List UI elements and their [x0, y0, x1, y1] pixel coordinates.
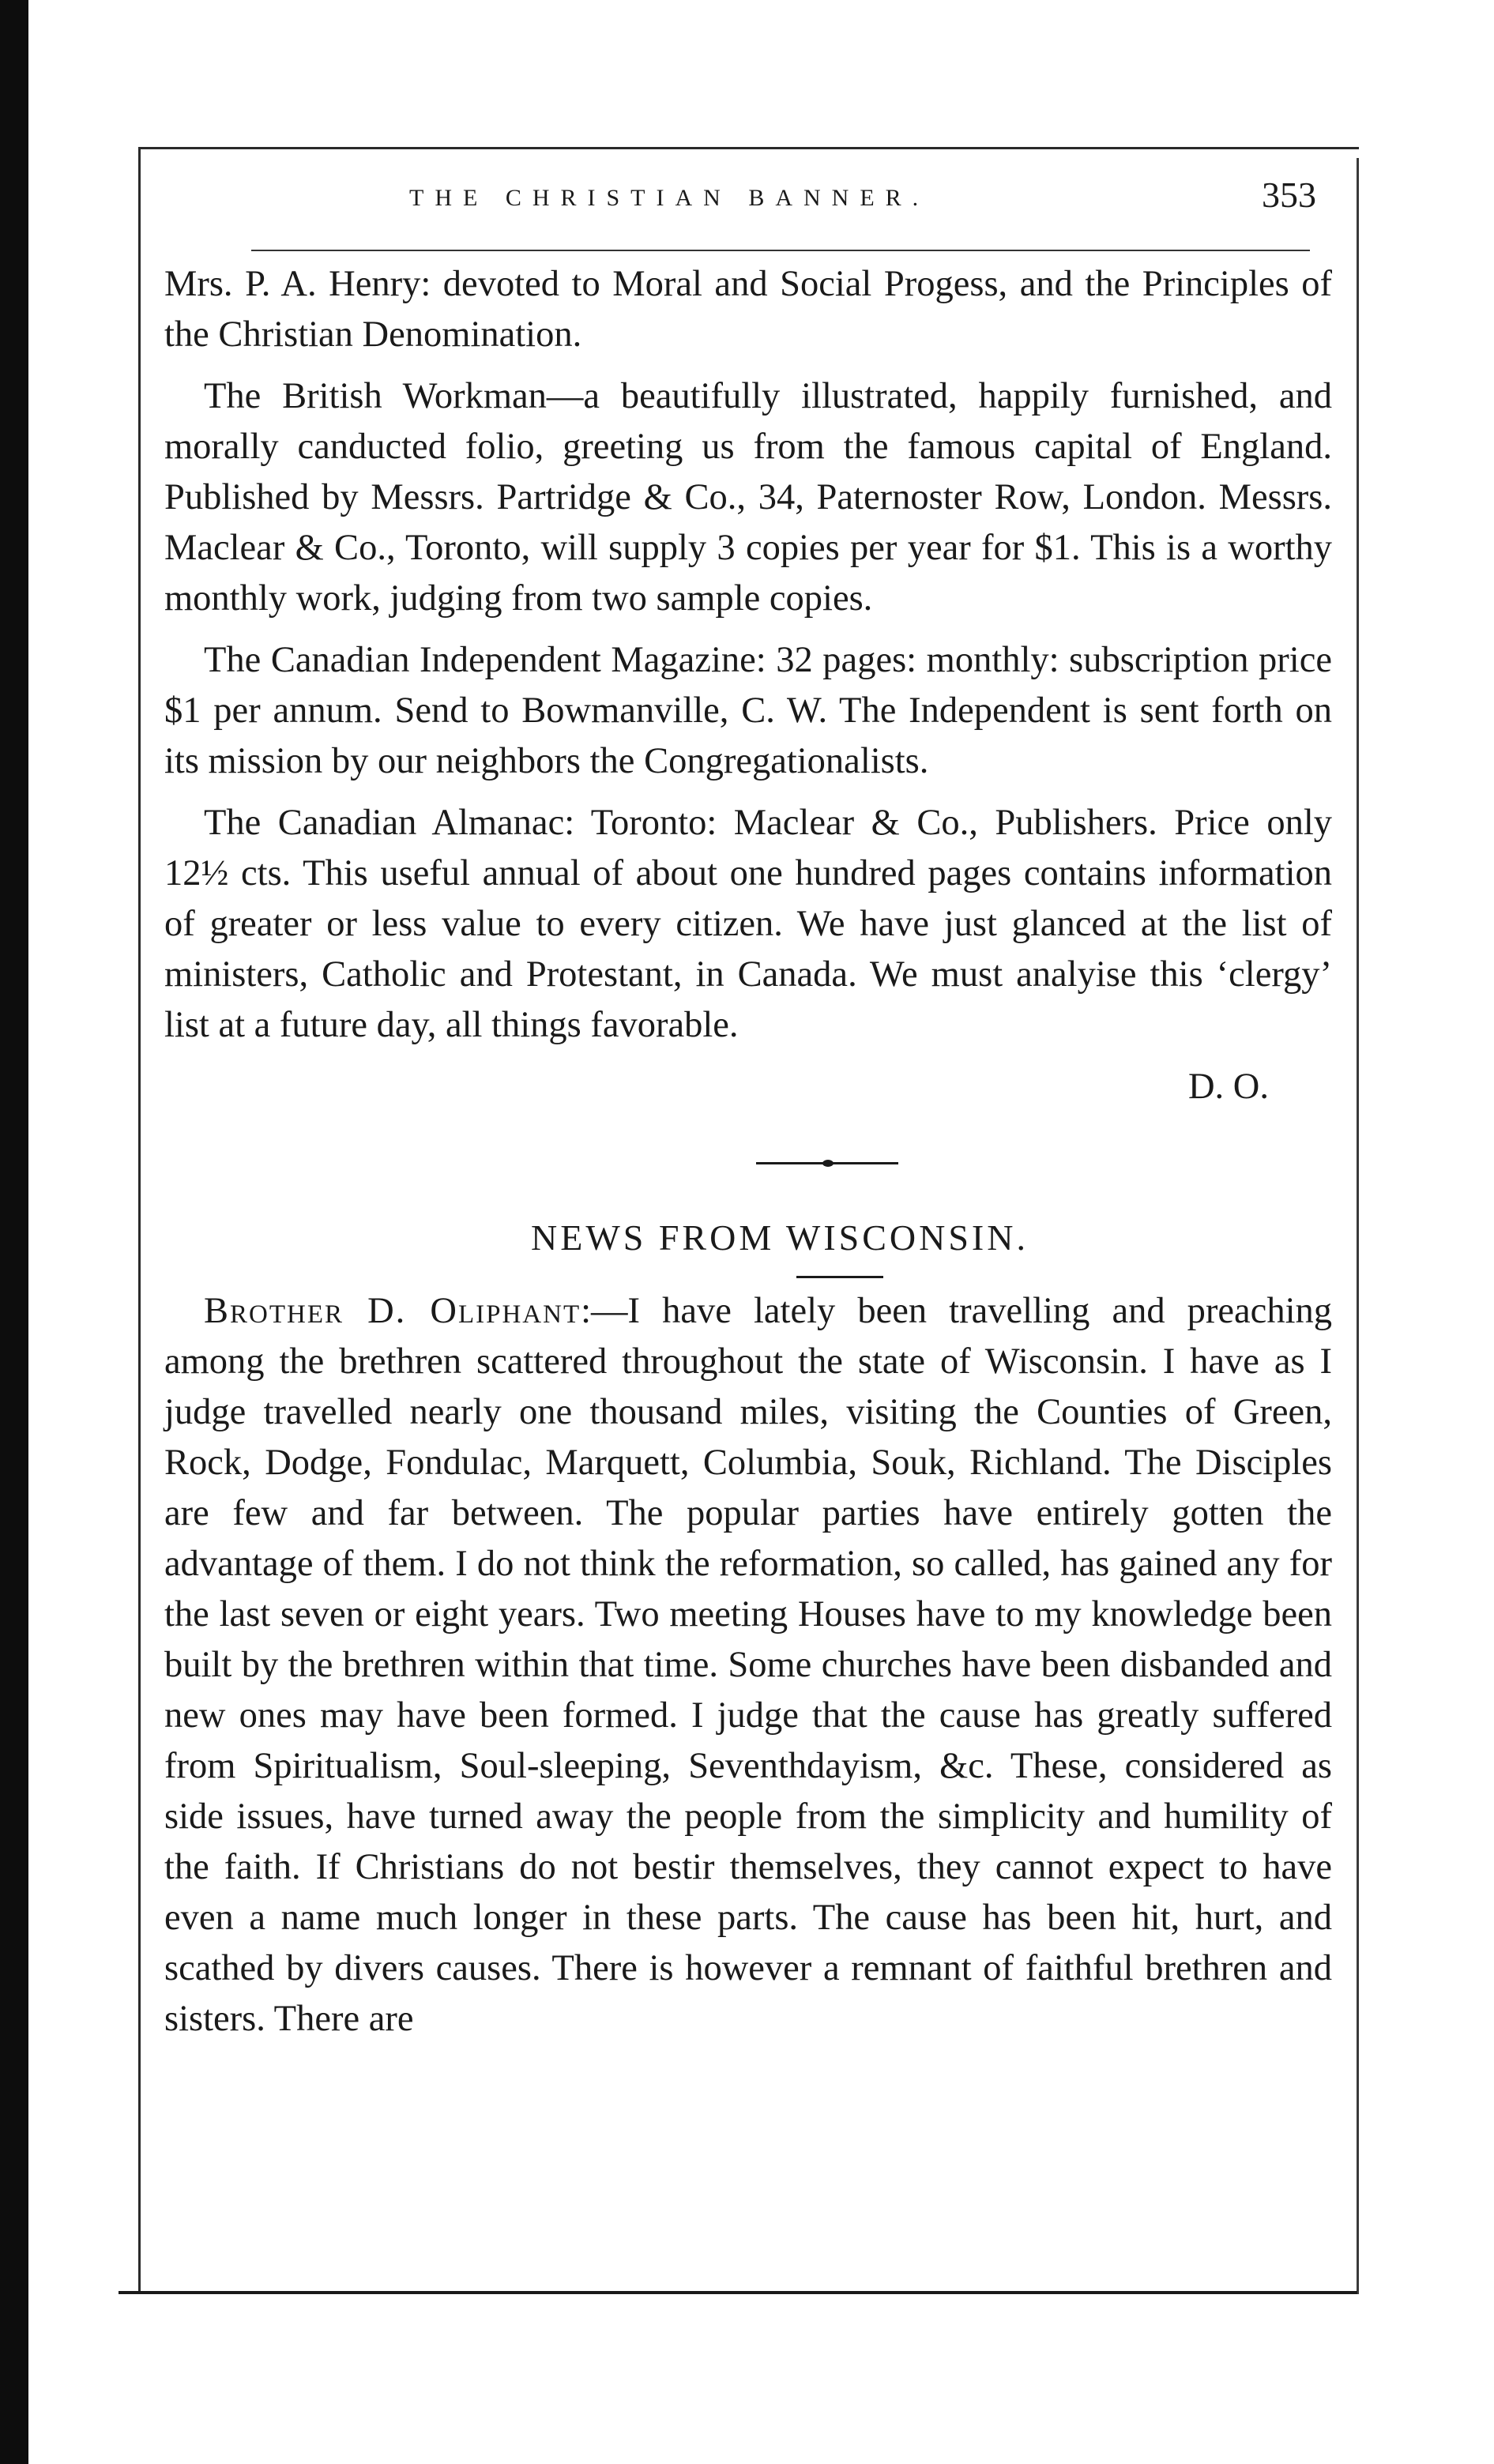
letter-body: :—I have lately been travelling and preaching among the brethren scattered throughout the state of Wisconsin. I have as I judge travelled nearly one thousand miles, visiting the Counties of Green, Rock, Dodge, Fondulac, Marquett, Columbia, Souk, Richland. The Disciples are few and far between. The popular parties have entirely gotten the advantage of them. I do not think the reformation, so called, has gained any for the last seven or eight years. Two meeting Houses have to my knowledge been built by the brethren within that time. Some churches have been disbanded and new ones may have been formed. I judge that the cause has greatly suffered from Spiritualism, Soul-sleeping, Seventhdayism, &c. These, considered as side issues, have turned away the people from the simplicity and humility of the faith. If Christians do not bestir themselves, they cannot expect to have even a name much longer in these parts. The cause has been hit, hurt, and scathed by divers causes. There is however a remnant of faithful brethren and sisters. There are — [164, 1291, 1332, 2039]
page-frame-right — [1357, 158, 1359, 2294]
news-section — [164, 1286, 1332, 2045]
header-rule — [251, 250, 1310, 251]
section-separator — [756, 1160, 898, 1166]
running-head: THE CHRISTIAN BANNER. — [409, 185, 930, 211]
review-paragraph-henry: Mrs. P. A. Henry: devoted to Moral and Social Progess, and the Principles of the Christian Denomination. — [164, 264, 1332, 355]
review-paragraph-british-workman: The British Workman—a beautifully illustrated, happily furnished, and morally canducted folio, greeting us from the famous capital of England. Published by Messrs. Partridge & Co., 34, Paternoster Row, London. Messrs. Maclear & Co., Toronto, will supply 3 copies per year for $1. This is a worthy monthly work, judging from two sample copies. — [164, 376, 1332, 619]
separator-ornament — [822, 1160, 834, 1167]
review-paragraph-canadian-almanac: The Canadian Almanac: Toronto: Maclear & Co., Publishers. Price only 12½ cts. This useful annual of about one hundred pages contains information of greater or less value to every citizen. We have just glanced at the list of ministers, Catholic and Protestant, in Canada. We must analyise this ‘clergy’ list at a future day, all things favorable. — [164, 803, 1332, 1045]
page-frame-bottom — [119, 2291, 1357, 2294]
page-number: 353 — [1262, 175, 1316, 215]
page-content — [164, 167, 1332, 2056]
page-frame-top — [138, 147, 1359, 149]
page-header — [164, 167, 1332, 228]
review-paragraph-canadian-independent: The Canadian Independent Magazine: 32 pages: monthly: subscription price $1 per annum. Send to Bowmanville, C. W. The Independent is sent forth on its mission by our neighbors the Congregationalists. — [164, 640, 1332, 781]
reviews-section — [164, 259, 1332, 1051]
page-frame-left — [138, 147, 141, 2294]
section-title: NEWS FROM WISCONSIN. — [531, 1217, 1029, 1258]
title-rule — [796, 1276, 883, 1278]
letter-salutation: Brother D. Oliphant — [204, 1291, 581, 1331]
signature: D. O. — [1187, 1066, 1269, 1107]
scan-binding-edge — [0, 0, 28, 2464]
news-paragraph — [164, 1286, 1332, 2045]
